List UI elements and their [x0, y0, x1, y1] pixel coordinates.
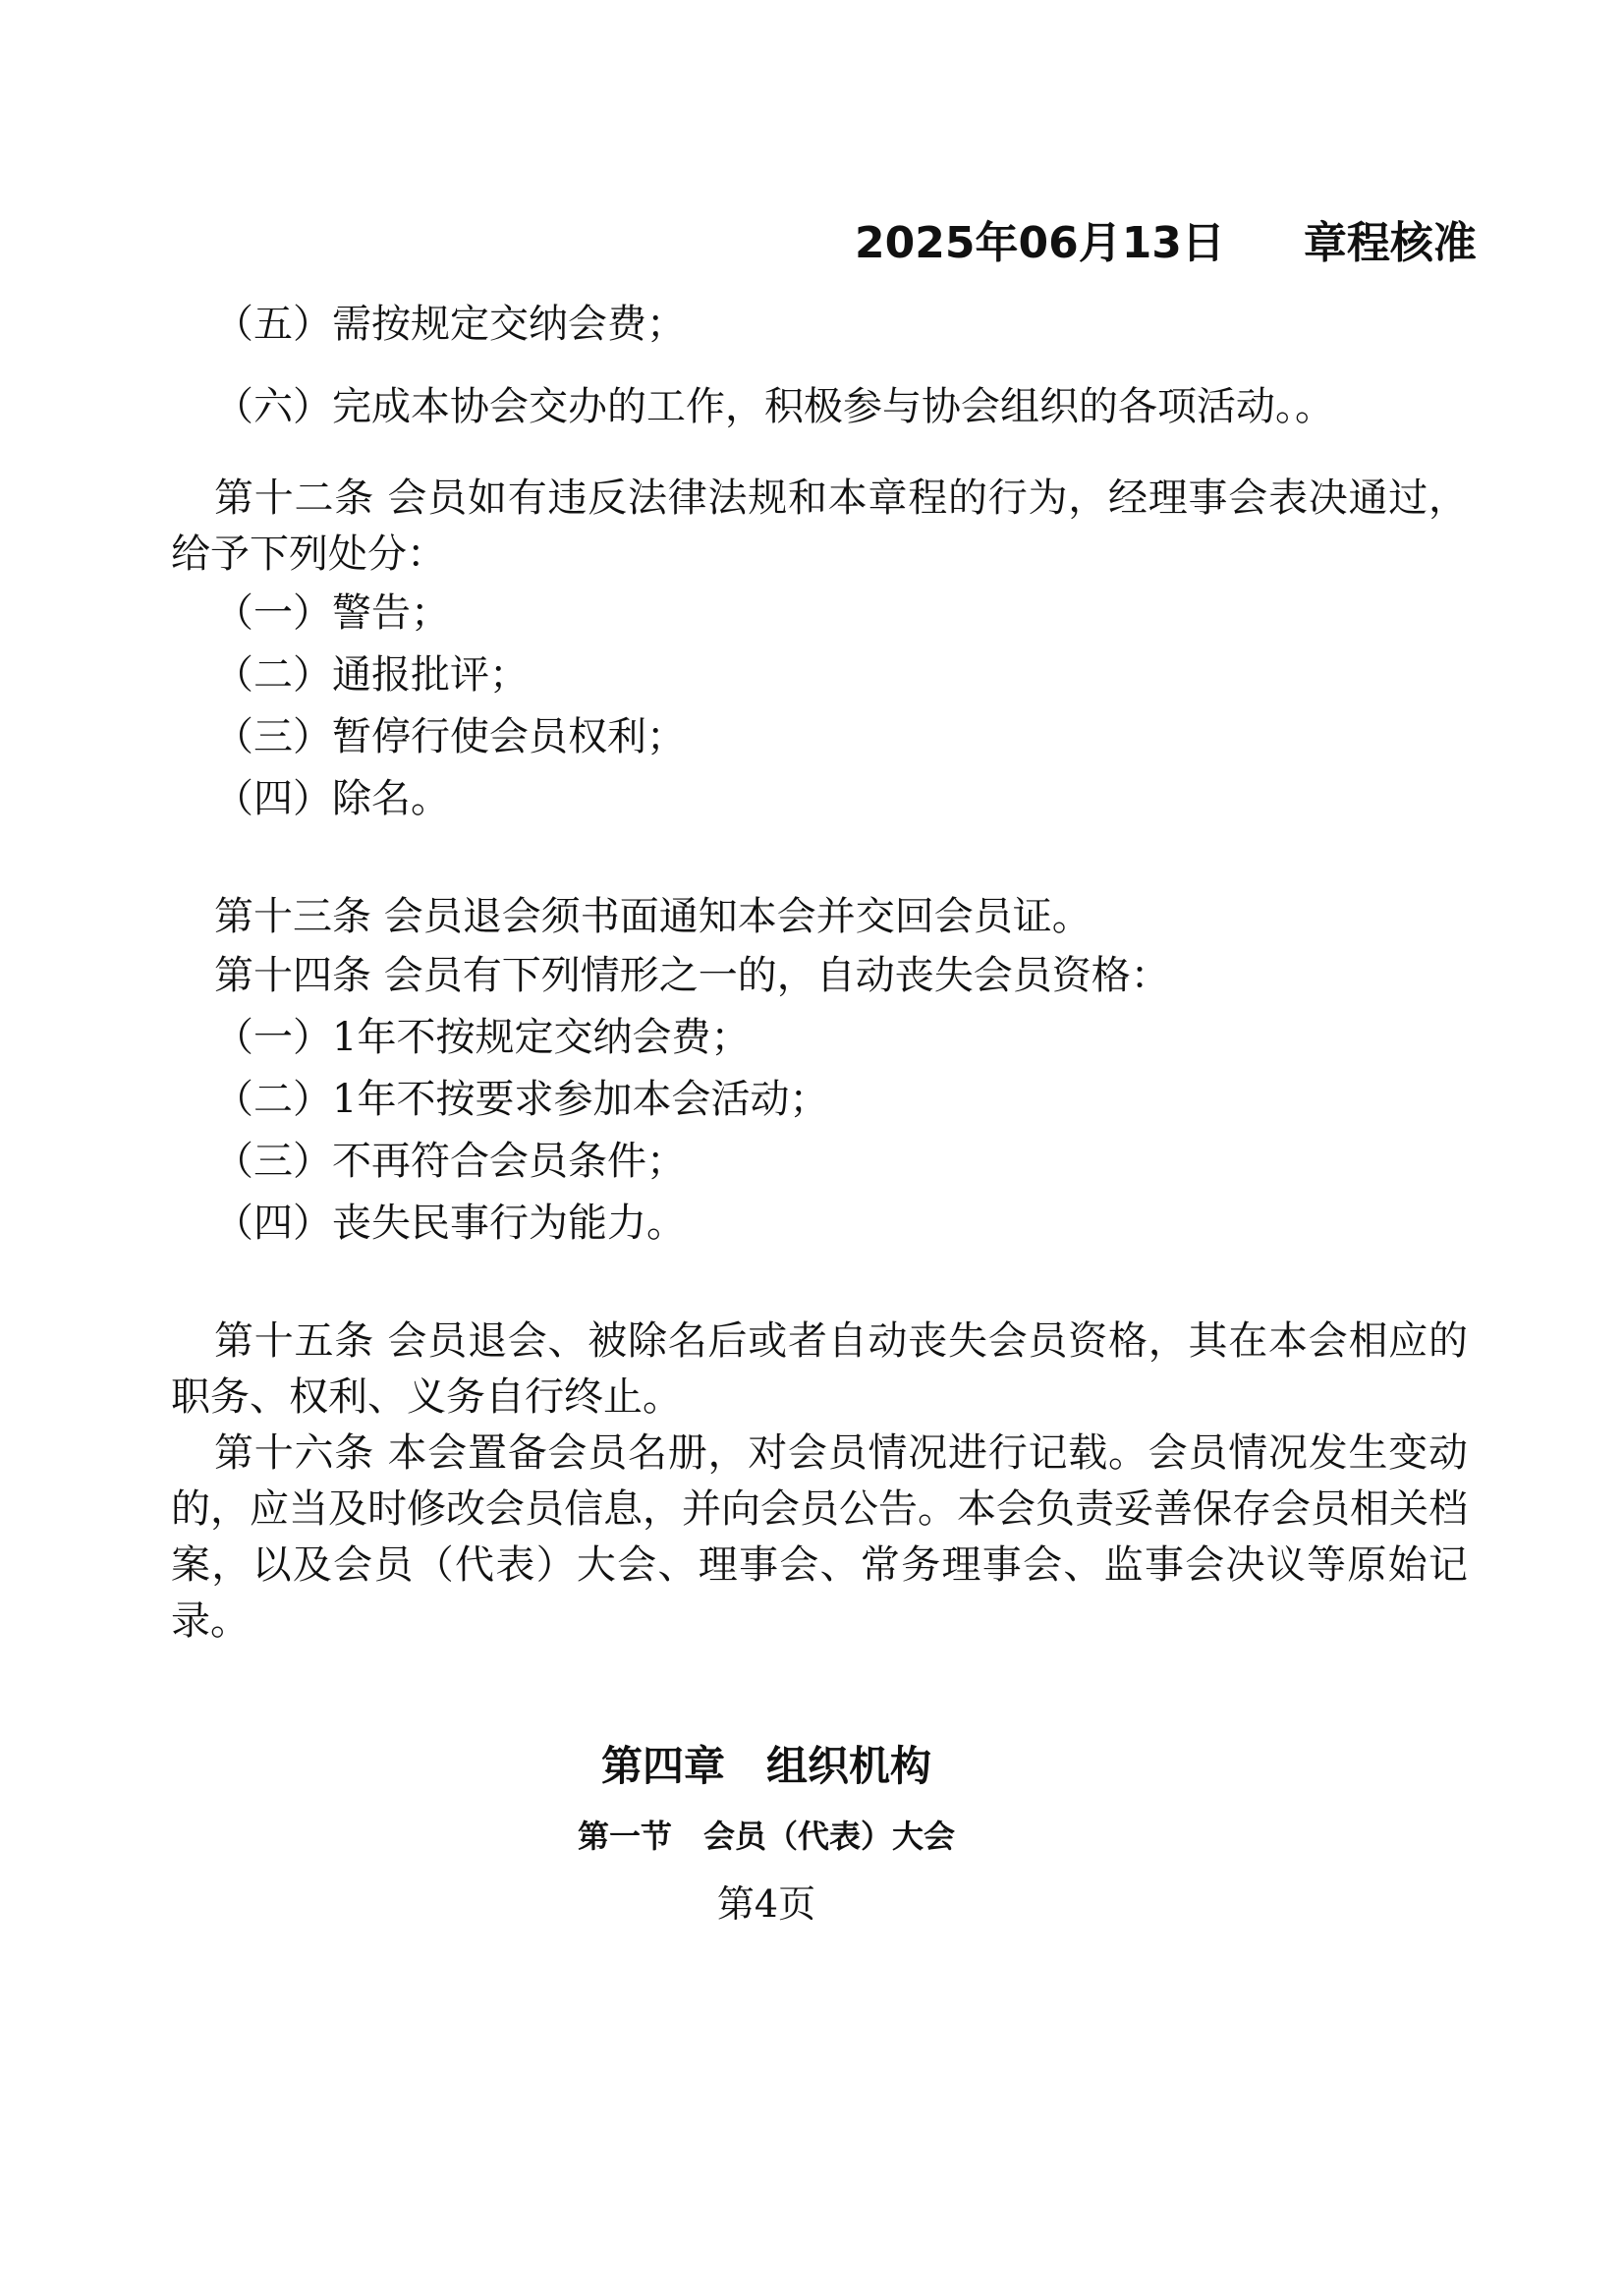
article-15: 第十五条 会员退会、被除名后或者自动丧失会员资格，其在本会相应的职务、权利、义务自行终止。	[171, 1318, 1468, 1420]
article-12-item-3: （三）暂停行使会员权利；	[214, 714, 686, 759]
approval-label: 章程核准	[1303, 218, 1477, 268]
article-14-item-4: （四）丧失民事行为能力。	[214, 1201, 686, 1246]
page-number: 第4页	[716, 1882, 816, 1926]
article-13: 第十三条 会员退会须书面通知本会并交回会员证。	[214, 894, 1092, 939]
article-14-item-1: （一）1年不按规定交纳会费；	[214, 1015, 751, 1060]
article-14: 第十四条 会员有下列情形之一的，自动丧失会员资格：	[214, 953, 1170, 998]
chapter-title: 第四章 组织机构	[600, 1742, 931, 1790]
article-14-item-2: （二）1年不按要求参加本会活动；	[214, 1077, 829, 1122]
paragraph-item-6: （六）完成本协会交办的工作，积极参与协会组织的各项活动。。	[214, 384, 1334, 429]
approval-date: 2025年06月13日	[855, 218, 1225, 268]
article-12-item-4: （四）除名。	[214, 776, 450, 821]
header-line	[855, 214, 1542, 273]
article-12-item-2: （二）通报批评；	[214, 652, 529, 698]
article-14-item-3: （三）不再符合会员条件；	[214, 1139, 686, 1184]
article-12-item-1: （一）警告；	[214, 590, 450, 636]
document-body	[171, 297, 1468, 1650]
article-12: 第十二条 会员如有违反法律法规和本章程的行为，经理事会表决通过，给予下列处分：	[171, 476, 1468, 577]
paragraph-item-5: （五）需按规定交纳会费；	[214, 302, 686, 347]
section-title: 第一节 会员（代表）大会	[577, 1818, 955, 1855]
article-16: 第十六条 本会置备会员名册，对会员情况进行记载。会员情况发生变动的，应当及时修改会员信息，并向会员公告。本会负责妥善保存会员相关档案，以及会员（代表）大会、理事会、常务理事会、监事会决议等原始记录。	[171, 1430, 1468, 1644]
